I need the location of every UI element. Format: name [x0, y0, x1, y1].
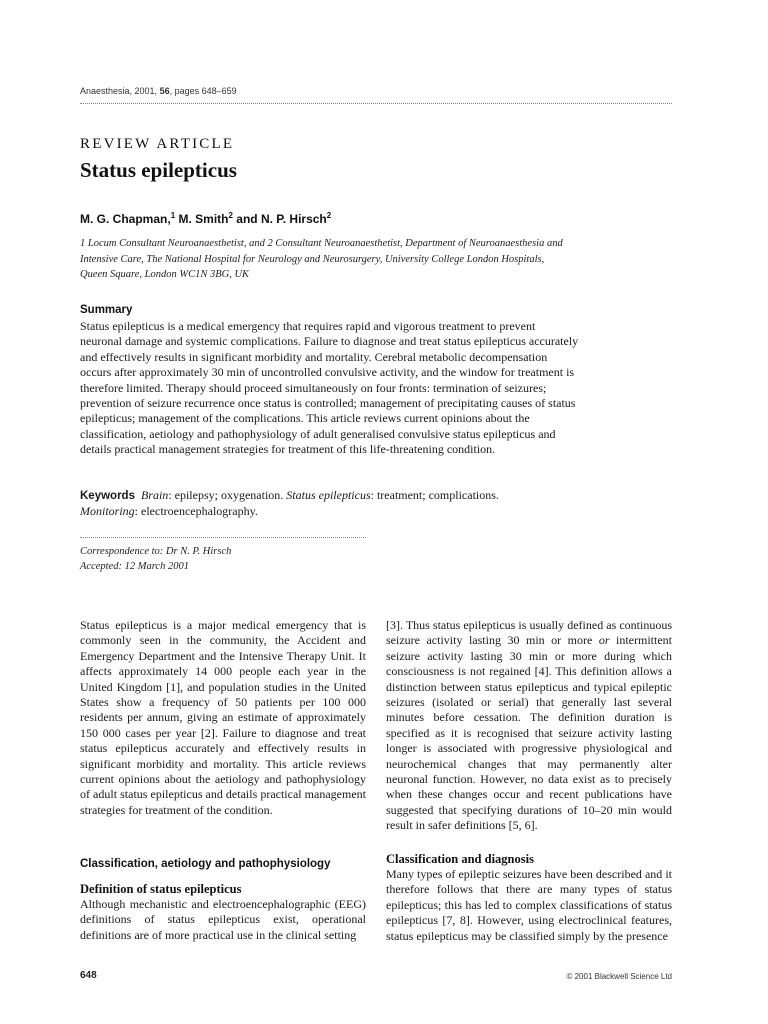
publisher-copyright: © 2001 Blackwell Science Ltd	[566, 972, 672, 981]
keyword-category: Monitoring	[80, 504, 135, 519]
author-2-affil: 2	[228, 211, 233, 220]
affiliation-line: Queen Square, London WC1N 3BG, UK	[80, 269, 250, 280]
body-paragraph-definition-cont	[386, 618, 672, 834]
body-paragraph-classification: Many types of epileptic seizures have been described and it therefore follows that there are many types of status epilepticus; this has led to complex classifications of status epilepticus [7, 8]. However, using electroclinical features, status epilepticus may be classified simply by the presence	[386, 867, 672, 943]
affiliation-line: Intensive Care, The National Hospital for Neurology and Neurosurgery, University College London Hospitals,	[80, 253, 545, 265]
body-paragraph-definition: Although mechanistic and electroencephalographic (EEG) definitions of status epilepticus exist, operational definitions are of more practical use in the clinical setting	[80, 897, 366, 942]
subsection-heading-definition: Definition of status epilepticus	[80, 882, 242, 896]
accepted-date: Accepted: 12 March 2001	[80, 561, 189, 572]
article-type: REVIEW ARTICLE	[80, 136, 235, 152]
correspondence	[80, 544, 231, 574]
author-3-affil: 2	[326, 211, 332, 220]
journal-citation	[80, 86, 237, 96]
keyword-terms: : epilepsy; oxygenation.	[168, 488, 287, 502]
correspondence-rule	[80, 537, 366, 538]
author-1-affil: 1	[170, 211, 176, 220]
author-3: and N. P. Hirsch	[232, 212, 327, 226]
summary-heading: Summary	[80, 304, 133, 316]
paragraph-emphasis: or	[598, 633, 610, 648]
keywords	[80, 488, 580, 520]
author-1: M. G. Chapman,	[80, 212, 171, 226]
body-paragraph-intro: Status epilepticus is a major medical emergency that is commonly seen in the community, the Accident and Emergency Department and the Intensive Therapy Unit. It affects approximately 14 000 people each year in the United Kingdom [1], and population studies in the United States show a frequency of 50 patients per 100 000 residents per annum, giving an estimate of approximately 150 000 cases per year [2]. Failure to diagnose and treat status epilepticus accurately and effectively results in significant morbidity and mortality. This article reviews current opinions about the aetiology and pathophysiology of adult status epilepticus and details practical management strategies for treatment of the condition.	[80, 618, 366, 817]
affiliation	[80, 236, 563, 283]
section-heading: Classification, aetiology and pathophysiology	[80, 858, 331, 870]
correspondence-author: Correspondence to: Dr N. P. Hirsch	[80, 546, 232, 557]
journal-volume: 56	[159, 86, 170, 96]
page-number: 648	[80, 970, 97, 981]
affiliation-line: 1 Locum Consultant Neuroanaesthetist, and 2 Consultant Neuroanaesthetist, Department of Neuroanaesthesia and	[80, 238, 563, 249]
keywords-label: Keywords	[80, 490, 135, 502]
header-rule	[80, 103, 672, 104]
author-list	[80, 211, 331, 226]
keyword-terms: : electroencephalography.	[134, 504, 258, 519]
journal-pages: , pages 648–659	[169, 86, 237, 96]
paragraph-text: intermittent seizure activity lasting 30 min or more during which consciousness is not regained [4]. This definition allows a distinction between status epilepticus and typical epileptic seizures (isolated or serial) that generally last several minutes before cessation. The definition duration is specified as it is recognised that seizure activity lasting longer is associated with progressive physiological and neurochemical changes that may permanently alter neuronal function. However, no data exist as to precisely when these changes occur and recent publications have suggested that specifying durations of 10–20 min would result in safer definitions [5, 6].	[386, 633, 672, 833]
summary-text: Status epilepticus is a medical emergency that requires rapid and vigorous treatment to prevent neuronal damage and systemic complications. Failure to diagnose and treat status epilepticus accurately and effectively results in significant morbidity and mortality. Cerebral metabolic decompensation occurs after approximately 30 min of uncontrolled convulsive activity, and the window for treatment is therefore limited. Therapy should proceed simultaneously on four fronts: termination of seizures; prevention of seizure recurrence once status is controlled; management of precipitating causes of status epilepticus; management of the complications. This article reviews current opinions about the classification, aetiology and pathophysiology of adult generalised convulsive status epilepticus and details practical management strategies for treatment of this life-threatening condition.	[80, 319, 579, 457]
paragraph-text: [3]. Thus status epilepticus is usually defined as continuous seizure activity lasting 30 min or more	[386, 618, 672, 648]
keyword-terms: : treatment; complications.	[370, 488, 499, 502]
author-2: M. Smith	[175, 212, 229, 226]
keyword-category: Brain	[140, 488, 169, 502]
subsection-heading-classification: Classification and diagnosis	[386, 852, 534, 866]
keyword-category: Status epilepticus	[286, 488, 371, 502]
journal-name: Anaesthesia, 2001,	[80, 86, 160, 96]
article-title: Status epilepticus	[80, 158, 237, 182]
